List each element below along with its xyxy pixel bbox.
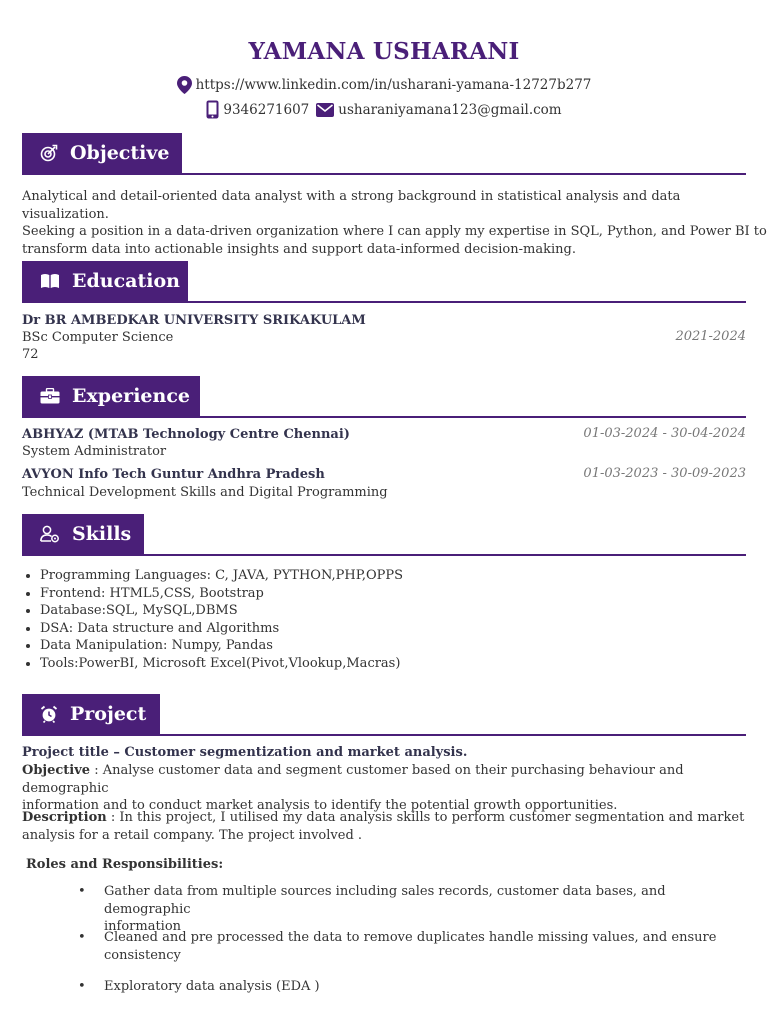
skill-item: • Data Manipulation: Numpy, Pandas [40,637,403,655]
linkedin-link[interactable]: https://www.linkedin.com/in/usharani-yamana-12727b277 [195,77,592,93]
list-item [78,883,738,936]
job-role: Technical Development Skills and Digital Programming [22,485,388,500]
objective-line: Seeking a position in a data-driven organization where I can apply my expertise in SQL, Python, and Power BI to [22,224,767,239]
role-text: Gather data from multiple sources including sales records, customer data bases, and demographic [104,884,666,917]
experience-tab [22,376,200,416]
skills-tab [22,514,144,554]
skills-heading: Skills [72,523,132,545]
objective-section-header [22,133,746,175]
alarm-clock-icon [40,704,58,724]
briefcase-icon [40,386,60,406]
role-text: information [104,919,182,934]
education-degree: BSc Computer Science [22,330,174,345]
project-section-header [22,694,746,736]
email-link[interactable]: usharaniyamana123@gmail.com [338,101,562,118]
skill-item: • Tools:PowerBI, Microsoft Excel(Pivot,Vlookup,Macras) [40,655,403,673]
phone-number: 9346271607 [223,101,310,118]
description-label: Description [22,810,107,825]
project-heading: Project [70,703,147,725]
education-score: 72 [22,347,39,362]
bullet-marker: • [78,930,86,945]
objective-tab [22,133,182,173]
description-text: analysis for a retail company. The project involved . [22,827,363,843]
objective-label: Objective [22,763,91,778]
education-section-header [22,261,746,303]
skills-list [22,567,403,673]
education-school: Dr BR AMBEDKAR UNIVERSITY SRIKAKULAM [22,313,366,328]
education-dates: 2021-2024 [675,329,746,344]
project-objective [22,762,768,815]
description-text: : In this project, I utilised my data analysis skills to perform customer segmentation and market [106,810,745,825]
objective-line: transform data into actionable insights and support data-informed decision-making. [22,241,576,257]
skill-item: • DSA: Data structure and Algorithms [40,620,403,638]
objective-text: information and to conduct market analysis to identify the potential growth opportunities. [22,798,618,813]
bullet-marker: • [78,884,86,899]
job-dates: 01-03-2023 - 30-09-2023 [583,466,746,481]
list-item [78,978,738,996]
skill-item: • Frontend: HTML5,CSS, Bootstrap [40,585,403,603]
job-company: ABHYAZ (MTAB Technology Centre Chennai) [22,427,350,442]
role-text: Exploratory data analysis (EDA ) [104,979,320,994]
role-text: consistency [104,947,181,963]
skills-section-header [22,514,746,556]
experience-heading: Experience [72,385,190,407]
objective-line: Analytical and detail-oriented data analyst with a strong background in statistical analysis and data visualization. [22,189,681,222]
location-pin-icon [177,76,192,94]
bullet-marker: • [78,979,86,994]
job-dates: 01-03-2024 - 30-04-2024 [583,426,746,441]
experience-section-header [22,376,746,418]
phone-email-line [0,100,768,119]
linkedin-line [0,76,768,94]
envelope-icon [316,103,334,117]
job-role: System Administrator [22,444,167,459]
skill-item: • Database:SQL, MySQL,DBMS [40,602,403,620]
project-title: Project title – Customer segmentization and market analysis. [22,745,468,760]
candidate-name: YAMANA USHARANI [248,38,520,65]
objective-heading: Objective [70,142,170,164]
objective-text: : Analyse customer data and segment customer based on their purchasing behaviour and demographic [22,763,684,796]
open-book-icon [40,271,60,291]
skill-item: • Programming Languages: C, JAVA, PYTHON,PHP,OPPS [40,567,403,585]
project-tab [22,694,160,734]
role-text: Cleaned and pre processed the data to remove duplicates handle missing values, and ensure [104,930,717,945]
target-icon [40,143,58,163]
objective-text [22,188,768,258]
roles-heading: Roles and Responsibilities: [26,857,224,872]
education-heading: Education [72,270,180,292]
list-item [78,929,738,964]
phone-icon [206,100,219,119]
user-gear-icon [40,524,60,544]
job-company: AVYON Info Tech Guntur Andhra Pradesh [22,467,325,482]
education-tab [22,261,188,301]
project-description [22,809,744,844]
